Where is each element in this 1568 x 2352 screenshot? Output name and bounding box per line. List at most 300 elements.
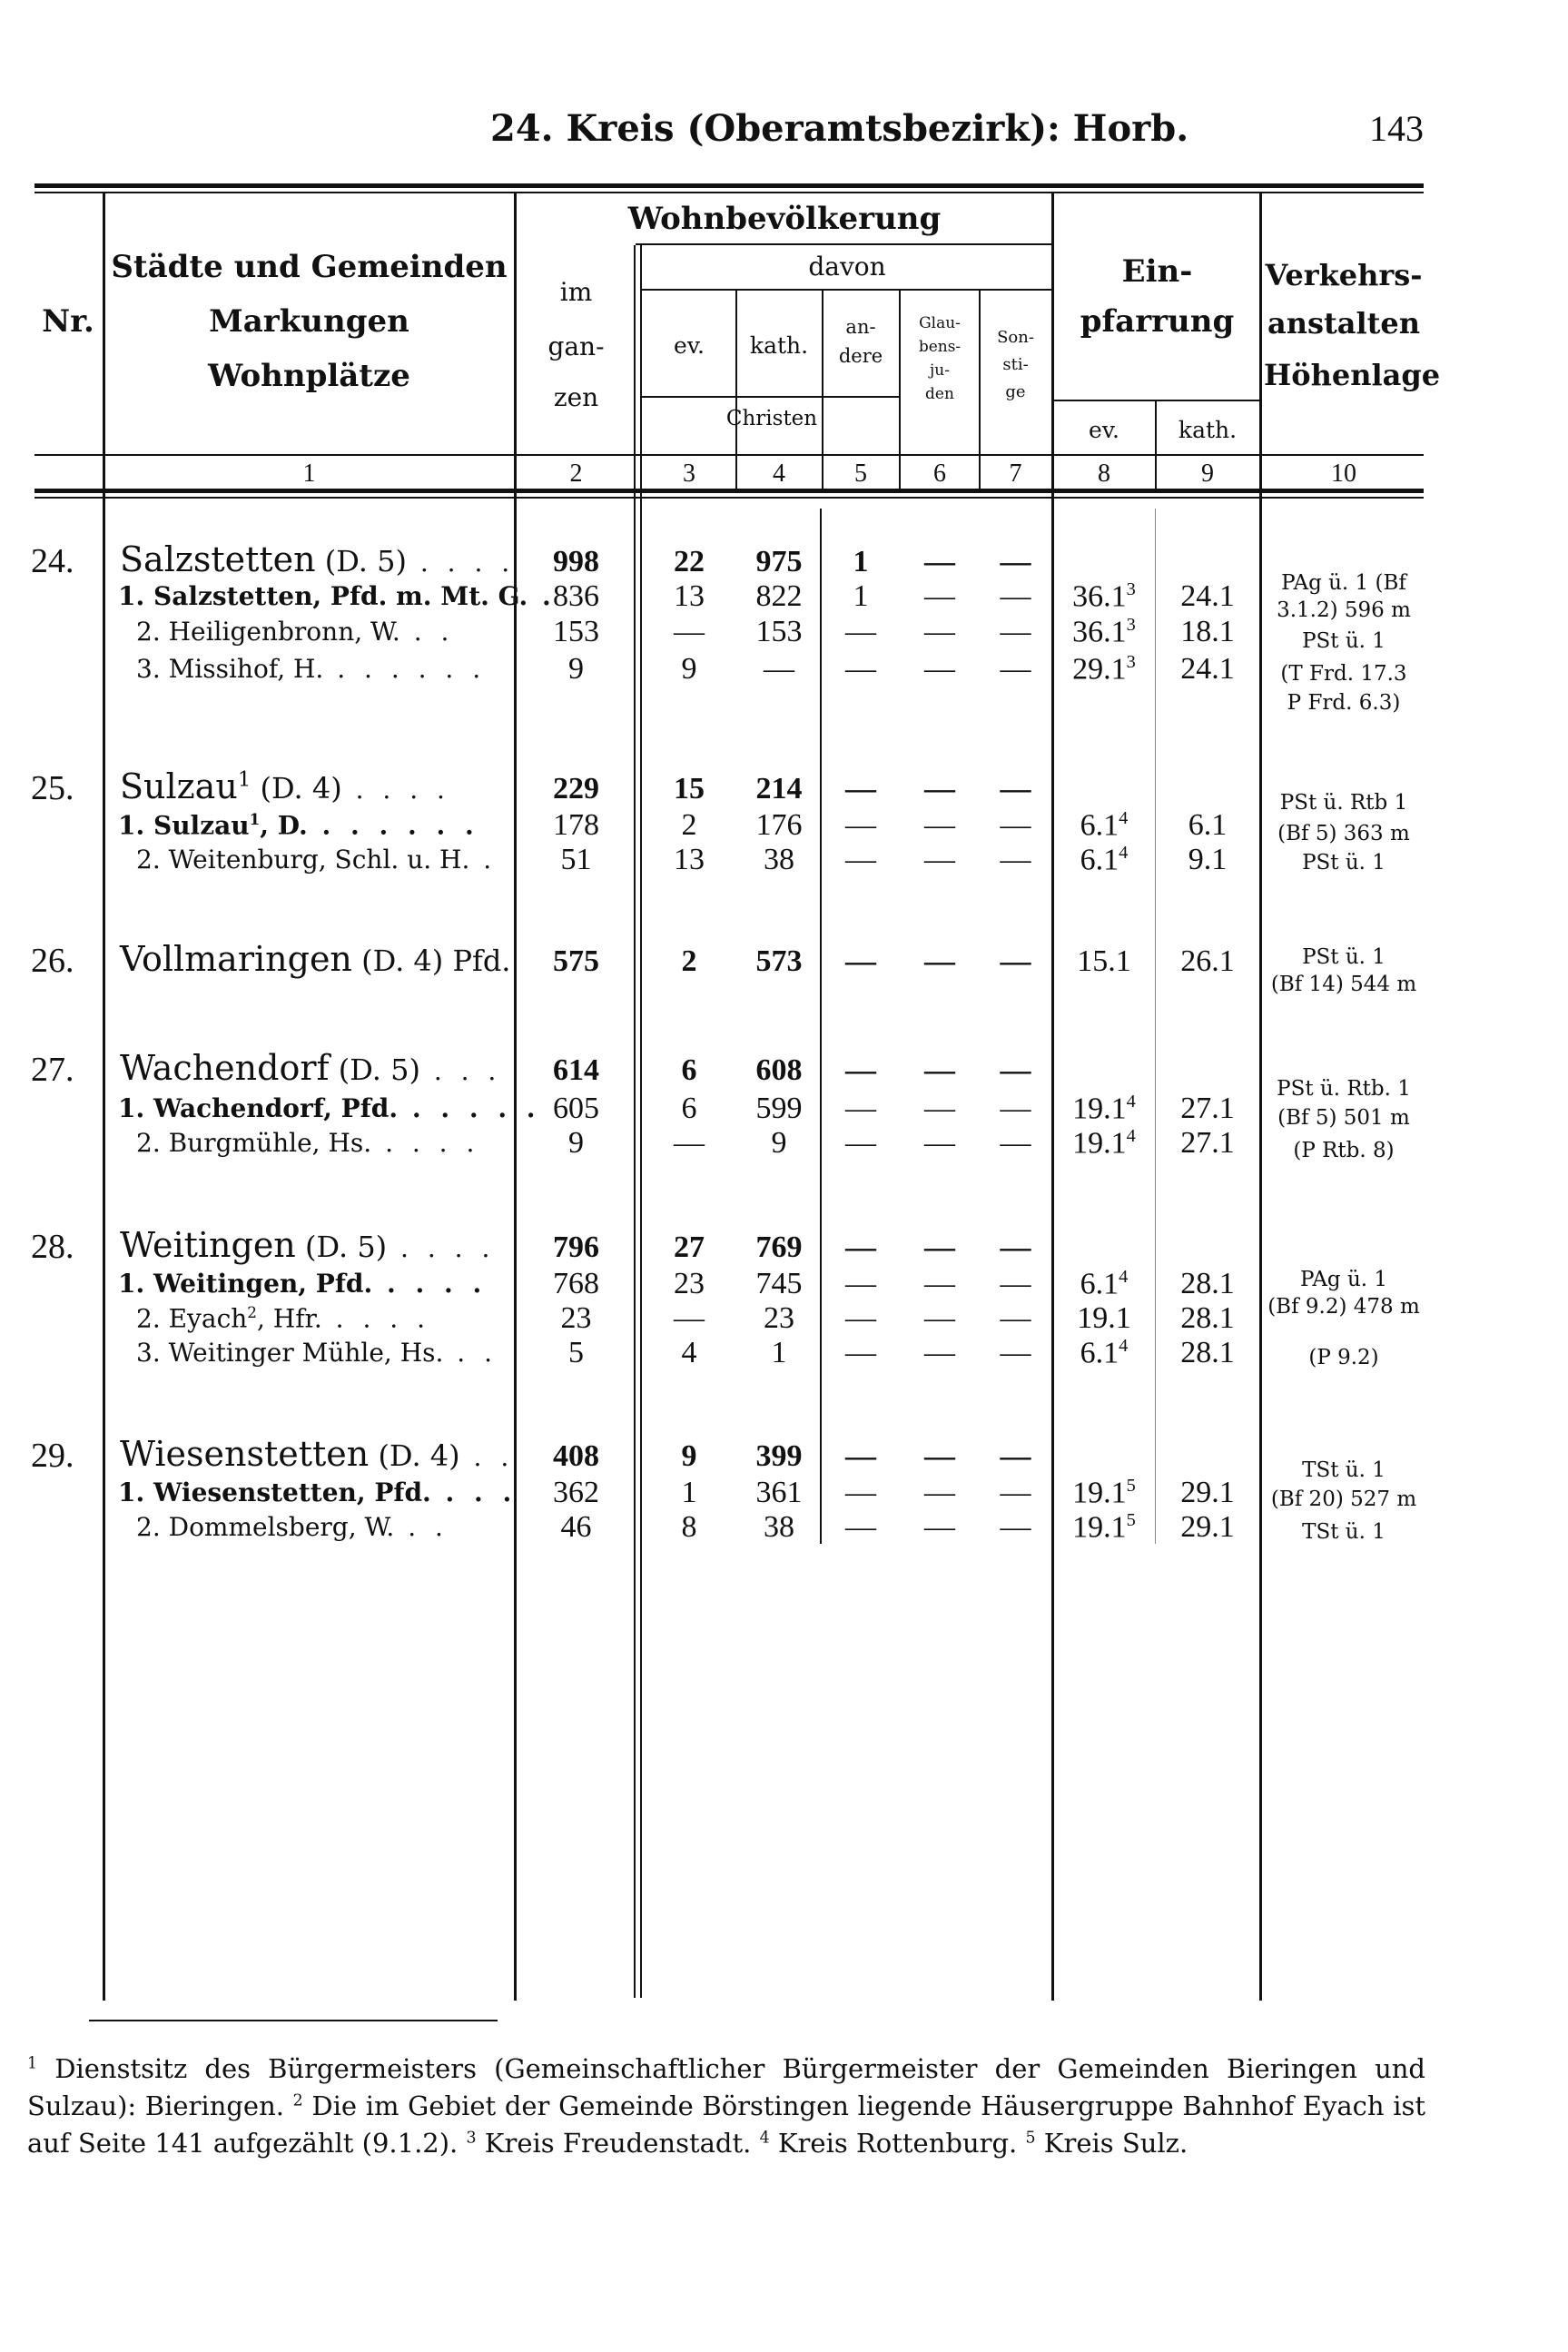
cell-sonst: — bbox=[1000, 1092, 1031, 1125]
settlement-name bbox=[118, 581, 557, 611]
cell-kath: — bbox=[764, 652, 794, 686]
cell-ev: 2 bbox=[681, 808, 697, 842]
cell-total: 153 bbox=[553, 615, 599, 648]
cell-kath: 361 bbox=[755, 1476, 803, 1509]
traffic-info: (Bf 9.2) 478 m bbox=[1267, 1295, 1420, 1319]
cell-kath: 176 bbox=[755, 808, 803, 842]
cell-sonst: — bbox=[1000, 652, 1031, 686]
group-number: 25. bbox=[31, 769, 74, 807]
footnote-5: Kreis Sulz. bbox=[1035, 2128, 1188, 2159]
footnote-ref: 3 bbox=[1126, 615, 1136, 635]
place-name: 1. Wachendorf, Pfd. bbox=[118, 1093, 399, 1123]
cell-andere: — bbox=[845, 944, 876, 978]
group-number: 24. bbox=[31, 542, 74, 580]
footnote-5-mark: 5 bbox=[1025, 2129, 1036, 2148]
header-christen: Christen bbox=[725, 407, 818, 430]
place-name: 3. Weitinger Mühle, Hs. bbox=[136, 1338, 444, 1368]
column-number: 3 bbox=[683, 460, 695, 488]
cell-total: 998 bbox=[553, 545, 599, 578]
header-ev: ev. bbox=[674, 332, 705, 359]
place-name: 2. Dommelsberg, W. bbox=[136, 1512, 395, 1542]
cell-kath: 9 bbox=[771, 1126, 787, 1160]
cell-sonst: — bbox=[1000, 1439, 1031, 1473]
header-verkehr-1: Verkehrs- bbox=[1265, 258, 1423, 292]
cell-andere: — bbox=[845, 1053, 876, 1087]
cell-sonst: — bbox=[1000, 1336, 1031, 1369]
leader-dots: . . bbox=[399, 617, 455, 647]
district-ref: (D. 4) bbox=[369, 1438, 460, 1473]
cell-einpf-kath: 27.1 bbox=[1180, 1092, 1235, 1125]
cell-sonst: — bbox=[1000, 1301, 1031, 1335]
vrule-col5 bbox=[899, 291, 901, 492]
cell-einpf-ev bbox=[1055, 1336, 1153, 1370]
cell-andere: — bbox=[845, 1126, 876, 1160]
header-im-ganzen-2: gan- bbox=[547, 331, 605, 361]
cell-total: 178 bbox=[553, 808, 599, 842]
vrule-col8 bbox=[1155, 401, 1157, 492]
traffic-info: PSt ü. 1 bbox=[1302, 629, 1386, 653]
leader-dots: . . . bbox=[430, 1477, 518, 1507]
traffic-info: PSt ü. Rtb 1 bbox=[1279, 791, 1408, 815]
footnote-ref: 4 bbox=[1119, 808, 1129, 828]
footnote-block bbox=[27, 2051, 1425, 2163]
footnote-3: Kreis Freudenstadt. bbox=[476, 2128, 752, 2159]
cell-total: 23 bbox=[560, 1301, 592, 1335]
cell-einpf-kath: 18.1 bbox=[1180, 615, 1235, 648]
page-number: 143 bbox=[1369, 108, 1424, 149]
header-einpfarrung-2: pfarrung bbox=[1080, 303, 1235, 340]
cell-juden: — bbox=[924, 545, 955, 578]
cell-kath: 745 bbox=[755, 1267, 803, 1300]
leader-dots: . . bbox=[459, 1442, 515, 1472]
cell-total: 5 bbox=[568, 1336, 584, 1369]
vrule-col2b bbox=[640, 245, 642, 1998]
cell-total: 51 bbox=[560, 843, 592, 876]
cell-total: 408 bbox=[553, 1439, 599, 1473]
cell-sonst: — bbox=[1000, 944, 1031, 978]
leader-dots: . . . . bbox=[387, 1233, 496, 1263]
municipality-name bbox=[120, 766, 510, 806]
cell-juden: — bbox=[924, 1126, 955, 1160]
cell-juden: — bbox=[924, 772, 955, 805]
cell-kath: 38 bbox=[764, 1510, 794, 1544]
footnote-ref: 4 bbox=[1126, 1092, 1136, 1112]
header-einpf-ev: ev. bbox=[1089, 417, 1119, 443]
cell-juden: — bbox=[924, 1510, 955, 1544]
leader-dots: . . . . . bbox=[398, 1093, 541, 1123]
cell-ev: 1 bbox=[681, 1476, 697, 1509]
footnote-ref: 2 bbox=[247, 1303, 257, 1321]
cell-andere: — bbox=[845, 1476, 876, 1509]
settlement-name bbox=[136, 654, 527, 684]
leader-dots: . bbox=[528, 581, 557, 611]
footnote-1: Dienstsitz des Bürgermeisters (Gemeinschaftlicher Bürgermeister der Gemeinden Bieringen und Sulzau): Bieringen. bbox=[27, 2053, 1425, 2122]
rule-einpf bbox=[1053, 400, 1260, 401]
vrule-col7 bbox=[1051, 193, 1054, 2001]
cell-einpf-ev bbox=[1055, 808, 1153, 843]
cell-ev: 22 bbox=[674, 545, 705, 578]
cell-total: 575 bbox=[553, 944, 599, 978]
traffic-info: PSt ü. Rtb. 1 bbox=[1277, 1077, 1411, 1101]
cell-sonst: — bbox=[1000, 1126, 1031, 1160]
leader-dots: . . bbox=[443, 1338, 498, 1368]
column-number: 2 bbox=[569, 460, 583, 488]
leader-dots: . . . . . . bbox=[307, 810, 479, 841]
traffic-info: (Bf 5) 363 m bbox=[1277, 822, 1410, 845]
cell-sonst: — bbox=[1000, 545, 1031, 578]
header-top-rule bbox=[35, 183, 1424, 188]
place-name: Salzstetten bbox=[120, 539, 316, 579]
einpf-ev-value: 19.1 bbox=[1072, 1092, 1127, 1126]
colnum-rule bbox=[35, 454, 1424, 456]
municipality-name bbox=[120, 1434, 515, 1474]
cell-ev: 8 bbox=[681, 1510, 697, 1544]
place-name: 1. Sulzau bbox=[118, 810, 250, 841]
vrule-col2 bbox=[634, 245, 636, 1998]
cell-andere: — bbox=[845, 1267, 876, 1300]
footnote-2: Die im Gebiet der Gemeinde Börstingen liegende Häusergruppe Bahnhof Eyach ist auf Seite 141 aufgezählt (9.1.2). bbox=[27, 2090, 1425, 2159]
cell-sonst: — bbox=[1000, 615, 1031, 648]
place-name: 3. Missihof, H. bbox=[136, 654, 324, 684]
leader-dots: . . . bbox=[419, 1056, 502, 1086]
leader-dots: . . . . bbox=[406, 548, 516, 578]
cell-einpf-ev bbox=[1055, 944, 1153, 979]
cell-kath: 573 bbox=[755, 944, 803, 978]
cell-juden: — bbox=[924, 808, 955, 842]
place-name: Wiesenstetten bbox=[120, 1434, 370, 1474]
cell-einpf-kath: 27.1 bbox=[1180, 1126, 1235, 1160]
settlement-name bbox=[136, 1512, 527, 1542]
cell-total: 614 bbox=[553, 1053, 599, 1087]
footnote-4: Kreis Rottenburg. bbox=[769, 2128, 1018, 2159]
cell-einpf-ev bbox=[1055, 1301, 1153, 1336]
cell-total: 796 bbox=[553, 1230, 599, 1264]
header-glaubensjuden-4: den bbox=[925, 385, 954, 403]
cell-total: 229 bbox=[553, 772, 599, 805]
header-bottom-rule-thin bbox=[35, 497, 1424, 499]
cell-ev: 13 bbox=[674, 579, 705, 613]
footnote-ref: 5 bbox=[1126, 1476, 1136, 1496]
cell-einpf-ev bbox=[1055, 1126, 1153, 1161]
cell-juden: — bbox=[924, 1336, 955, 1369]
einpf-ev-value: 29.1 bbox=[1072, 652, 1127, 687]
cell-total: 9 bbox=[568, 1126, 584, 1160]
header-davon: davon bbox=[808, 252, 886, 282]
cell-einpf-ev bbox=[1055, 615, 1153, 649]
cell-sonst: — bbox=[1000, 1476, 1031, 1509]
cell-einpf-kath: 28.1 bbox=[1180, 1267, 1235, 1300]
cell-andere: — bbox=[845, 843, 876, 876]
einpf-ev-value: 15.1 bbox=[1077, 944, 1131, 978]
footnote-ref: 4 bbox=[1119, 1267, 1129, 1287]
cell-juden: — bbox=[924, 652, 955, 686]
cell-einpf-kath: 29.1 bbox=[1180, 1476, 1235, 1509]
cell-ev: — bbox=[674, 615, 705, 648]
cell-einpf-kath: 29.1 bbox=[1180, 1510, 1235, 1544]
place-name: 1. Weitingen, Pfd. bbox=[118, 1269, 373, 1299]
footnote-separator bbox=[89, 2020, 498, 2021]
footnote-2-mark: 2 bbox=[292, 2091, 303, 2110]
einpf-ev-value: 36.1 bbox=[1072, 579, 1127, 614]
cell-kath: 1 bbox=[771, 1336, 787, 1369]
cell-sonst: — bbox=[1000, 1053, 1031, 1087]
cell-einpf-kath: 6.1 bbox=[1188, 808, 1228, 842]
municipality-name bbox=[120, 939, 510, 979]
cell-total: 46 bbox=[560, 1510, 592, 1544]
traffic-info: 3.1.2) 596 m bbox=[1277, 598, 1411, 622]
footnote-1-mark: 1 bbox=[27, 2054, 38, 2073]
place-name: 2. Heiligenbronn, W. bbox=[136, 617, 400, 647]
leader-dots: . . . . bbox=[372, 1269, 488, 1299]
leader-dots: . . . . bbox=[341, 775, 450, 805]
cell-kath: 153 bbox=[755, 615, 803, 648]
header-sonstige-1: Son- bbox=[997, 328, 1034, 347]
header-sonstige-2: sti- bbox=[1002, 355, 1029, 374]
cell-andere: 1 bbox=[853, 579, 869, 613]
group-number: 27. bbox=[31, 1051, 74, 1089]
cell-ev: 9 bbox=[681, 1439, 697, 1473]
traffic-info: (Bf 14) 544 m bbox=[1270, 973, 1417, 996]
traffic-info: PSt ü. 1 bbox=[1302, 945, 1386, 969]
cell-juden: — bbox=[924, 1439, 955, 1473]
cell-total: 9 bbox=[568, 652, 584, 686]
cell-juden: — bbox=[924, 1476, 955, 1509]
cell-einpf-kath: 24.1 bbox=[1180, 652, 1235, 686]
cell-andere: — bbox=[845, 1301, 876, 1335]
place-name: 2. Burgmühle, Hs. bbox=[136, 1128, 372, 1158]
footnotes bbox=[27, 2051, 1425, 2163]
place-name: 2. Weitenburg, Schl. u. H. bbox=[136, 845, 470, 875]
cell-einpf-kath: 9.1 bbox=[1188, 843, 1228, 876]
settlement-name bbox=[118, 1269, 508, 1299]
cell-andere: — bbox=[845, 772, 876, 805]
cell-kath: 822 bbox=[755, 579, 803, 613]
cell-ev: 27 bbox=[674, 1230, 705, 1264]
einpf-ev-value: 19.1 bbox=[1072, 1476, 1127, 1510]
cell-kath: 38 bbox=[764, 843, 794, 876]
cell-andere: 1 bbox=[853, 545, 869, 578]
traffic-info: PAg ü. 1 (Bf bbox=[1281, 571, 1406, 595]
footnote-ref: 4 bbox=[1119, 843, 1129, 863]
cell-einpf-ev bbox=[1055, 1476, 1153, 1510]
cell-ev: 6 bbox=[681, 1053, 697, 1087]
vrule-nr bbox=[103, 193, 105, 2001]
cell-kath: 608 bbox=[755, 1053, 803, 1087]
rule-wohnbev bbox=[636, 243, 1053, 245]
group-number: 26. bbox=[31, 942, 74, 980]
einpf-ev-value: 19.1 bbox=[1077, 1301, 1131, 1335]
header-einpfarrung-1: Ein- bbox=[1121, 253, 1193, 290]
place-type: , Hfr. bbox=[256, 1303, 322, 1334]
traffic-info: (P 9.2) bbox=[1308, 1346, 1379, 1369]
traffic-info: (T Frd. 17.3 bbox=[1280, 662, 1407, 686]
district-ref: (D. 4) Pfd. bbox=[351, 944, 511, 978]
cell-kath: 214 bbox=[755, 772, 803, 805]
cell-kath: 975 bbox=[755, 545, 803, 578]
header-glaubensjuden-3: ju- bbox=[930, 361, 950, 380]
header-verkehr-3: Höhenlage bbox=[1264, 358, 1441, 392]
settlement-name bbox=[136, 1338, 527, 1368]
header-kath: kath. bbox=[749, 332, 809, 359]
header-top-rule-thin bbox=[35, 192, 1424, 193]
leader-dots: . bbox=[469, 845, 498, 875]
header-im-ganzen-3: zen bbox=[553, 382, 599, 412]
column-number: 10 bbox=[1331, 460, 1356, 488]
settlement-name bbox=[136, 845, 527, 875]
settlement-name bbox=[136, 1128, 527, 1158]
cell-andere: — bbox=[845, 1230, 876, 1264]
cell-ev: — bbox=[674, 1301, 705, 1335]
header-einpf-kath: kath. bbox=[1178, 417, 1238, 443]
cell-sonst: — bbox=[1000, 1510, 1031, 1544]
header-nr: Nr. bbox=[42, 303, 94, 340]
settlement-name bbox=[118, 1093, 541, 1123]
cell-ev: 15 bbox=[674, 772, 705, 805]
einpf-ev-value: 6.1 bbox=[1080, 808, 1119, 843]
header-staedte: Städte und Gemeinden bbox=[111, 249, 508, 285]
cell-kath: 399 bbox=[755, 1439, 803, 1473]
cell-einpf-kath: 28.1 bbox=[1180, 1301, 1235, 1335]
column-number: 4 bbox=[773, 460, 785, 488]
cell-andere: — bbox=[845, 1439, 876, 1473]
einpf-ev-value: 6.1 bbox=[1080, 1336, 1119, 1370]
cell-total: 362 bbox=[553, 1476, 599, 1509]
cell-juden: — bbox=[924, 1092, 955, 1125]
cell-juden: — bbox=[924, 1230, 955, 1264]
cell-ev: 2 bbox=[681, 944, 697, 978]
cell-ev: — bbox=[674, 1126, 705, 1160]
footnote-4-mark: 4 bbox=[759, 2129, 770, 2148]
leader-dots: . . . . bbox=[371, 1128, 480, 1158]
cell-andere: — bbox=[845, 615, 876, 648]
traffic-info: (Bf 20) 527 m bbox=[1270, 1487, 1417, 1511]
cell-einpf-ev bbox=[1055, 843, 1153, 877]
leader-dots: . . bbox=[394, 1512, 449, 1542]
district-ref: (D. 5) bbox=[315, 544, 407, 578]
footnote-ref: 4 bbox=[1126, 1126, 1136, 1146]
column-number: 9 bbox=[1201, 460, 1214, 488]
cell-sonst: — bbox=[1000, 843, 1031, 876]
cell-einpf-ev bbox=[1055, 579, 1153, 614]
cell-ev: 13 bbox=[674, 843, 705, 876]
group-number: 28. bbox=[31, 1228, 74, 1266]
traffic-info: (P Rtb. 8) bbox=[1293, 1139, 1395, 1162]
cell-kath: 599 bbox=[755, 1092, 803, 1125]
traffic-info: PAg ü. 1 bbox=[1299, 1268, 1388, 1291]
municipality-name bbox=[120, 539, 516, 579]
municipality-name bbox=[120, 1048, 510, 1088]
place-name: Vollmaringen bbox=[120, 939, 352, 979]
cell-juden: — bbox=[924, 1053, 955, 1087]
cell-juden: — bbox=[924, 579, 955, 613]
place-name: Sulzau bbox=[120, 766, 238, 806]
vrule-col8-body bbox=[1155, 509, 1156, 1544]
cell-einpf-kath: 28.1 bbox=[1180, 1336, 1235, 1369]
cell-total: 836 bbox=[553, 579, 599, 613]
leader-dots: . . . . . . bbox=[323, 654, 487, 684]
header-wohnbevoelkerung: Wohnbevölkerung bbox=[627, 201, 942, 237]
cell-juden: — bbox=[924, 944, 955, 978]
footnote-ref: 4 bbox=[1119, 1336, 1129, 1356]
district-ref: (D. 5) bbox=[329, 1052, 420, 1087]
cell-andere: — bbox=[845, 1510, 876, 1544]
header-sonstige-3: ge bbox=[1005, 382, 1026, 401]
cell-sonst: — bbox=[1000, 1267, 1031, 1300]
cell-sonst: — bbox=[1000, 808, 1031, 842]
running-head: 24. Kreis (Oberamtsbezirk): Horb. bbox=[490, 107, 1189, 150]
footnote-ref: 5 bbox=[1126, 1510, 1136, 1530]
place-type: , D. bbox=[260, 810, 308, 841]
einpf-ev-value: 36.1 bbox=[1072, 615, 1127, 649]
cell-einpf-kath: 26.1 bbox=[1180, 944, 1235, 978]
place-name: 1. Wiesenstetten, Pfd. bbox=[118, 1477, 431, 1507]
cell-juden: — bbox=[924, 843, 955, 876]
header-glaubensjuden-2: bens- bbox=[918, 338, 962, 356]
cell-juden: — bbox=[924, 615, 955, 648]
footnote-ref: 3 bbox=[1126, 652, 1136, 672]
cell-sonst: — bbox=[1000, 1230, 1031, 1264]
cell-einpf-kath: 24.1 bbox=[1180, 579, 1235, 613]
cell-ev: 6 bbox=[681, 1092, 697, 1125]
group-number: 29. bbox=[31, 1437, 74, 1475]
district-ref: (D. 4) bbox=[251, 771, 342, 805]
place-name: 2. Eyach bbox=[136, 1303, 248, 1334]
traffic-info: TSt ü. 1 bbox=[1302, 1520, 1386, 1544]
place-name: Wachendorf bbox=[120, 1048, 330, 1088]
column-number: 8 bbox=[1098, 460, 1110, 488]
header-andere-2: dere bbox=[838, 345, 883, 367]
cell-andere: — bbox=[845, 1336, 876, 1369]
settlement-name bbox=[118, 1477, 518, 1507]
header-markungen: Markungen bbox=[209, 303, 409, 340]
cell-sonst: — bbox=[1000, 772, 1031, 805]
cell-einpf-ev bbox=[1055, 1510, 1153, 1545]
header-verkehr-2: anstalten bbox=[1267, 306, 1421, 341]
district-ref: (D. 5) bbox=[295, 1230, 388, 1264]
cell-andere: — bbox=[845, 1092, 876, 1125]
einpf-ev-value: 6.1 bbox=[1080, 843, 1119, 877]
municipality-name bbox=[120, 1225, 510, 1265]
cell-einpf-ev bbox=[1055, 652, 1153, 687]
rule-davon bbox=[642, 289, 1052, 291]
footnote-ref: 1 bbox=[249, 810, 261, 828]
column-number: 1 bbox=[302, 460, 316, 488]
einpf-ev-value: 6.1 bbox=[1080, 1267, 1119, 1301]
cell-ev: 23 bbox=[674, 1267, 705, 1300]
header-im-ganzen-1: im bbox=[559, 277, 593, 307]
header-glaubensjuden-1: Glau- bbox=[919, 314, 961, 332]
place-name: Weitingen bbox=[120, 1225, 296, 1265]
header-andere-1: an- bbox=[845, 316, 876, 338]
traffic-info: TSt ü. 1 bbox=[1302, 1458, 1386, 1482]
cell-total: 768 bbox=[553, 1267, 599, 1300]
cell-juden: — bbox=[924, 1267, 955, 1300]
traffic-info: PSt ü. 1 bbox=[1302, 851, 1386, 875]
cell-kath: 23 bbox=[764, 1301, 794, 1335]
einpf-ev-value: 19.1 bbox=[1072, 1510, 1127, 1545]
footnote-ref: 3 bbox=[1126, 579, 1136, 599]
header-bottom-rule bbox=[35, 489, 1424, 493]
leader-dots: . . . . bbox=[321, 1303, 430, 1334]
einpf-ev-value: 19.1 bbox=[1072, 1126, 1127, 1161]
cell-andere: — bbox=[845, 808, 876, 842]
cell-einpf-ev bbox=[1055, 1267, 1153, 1301]
cell-kath: 769 bbox=[755, 1230, 803, 1264]
header-wohnplaetze: Wohnplätze bbox=[208, 358, 410, 394]
rule-christen bbox=[642, 396, 901, 398]
traffic-info: (Bf 5) 501 m bbox=[1277, 1106, 1410, 1130]
cell-ev: 4 bbox=[681, 1336, 697, 1369]
